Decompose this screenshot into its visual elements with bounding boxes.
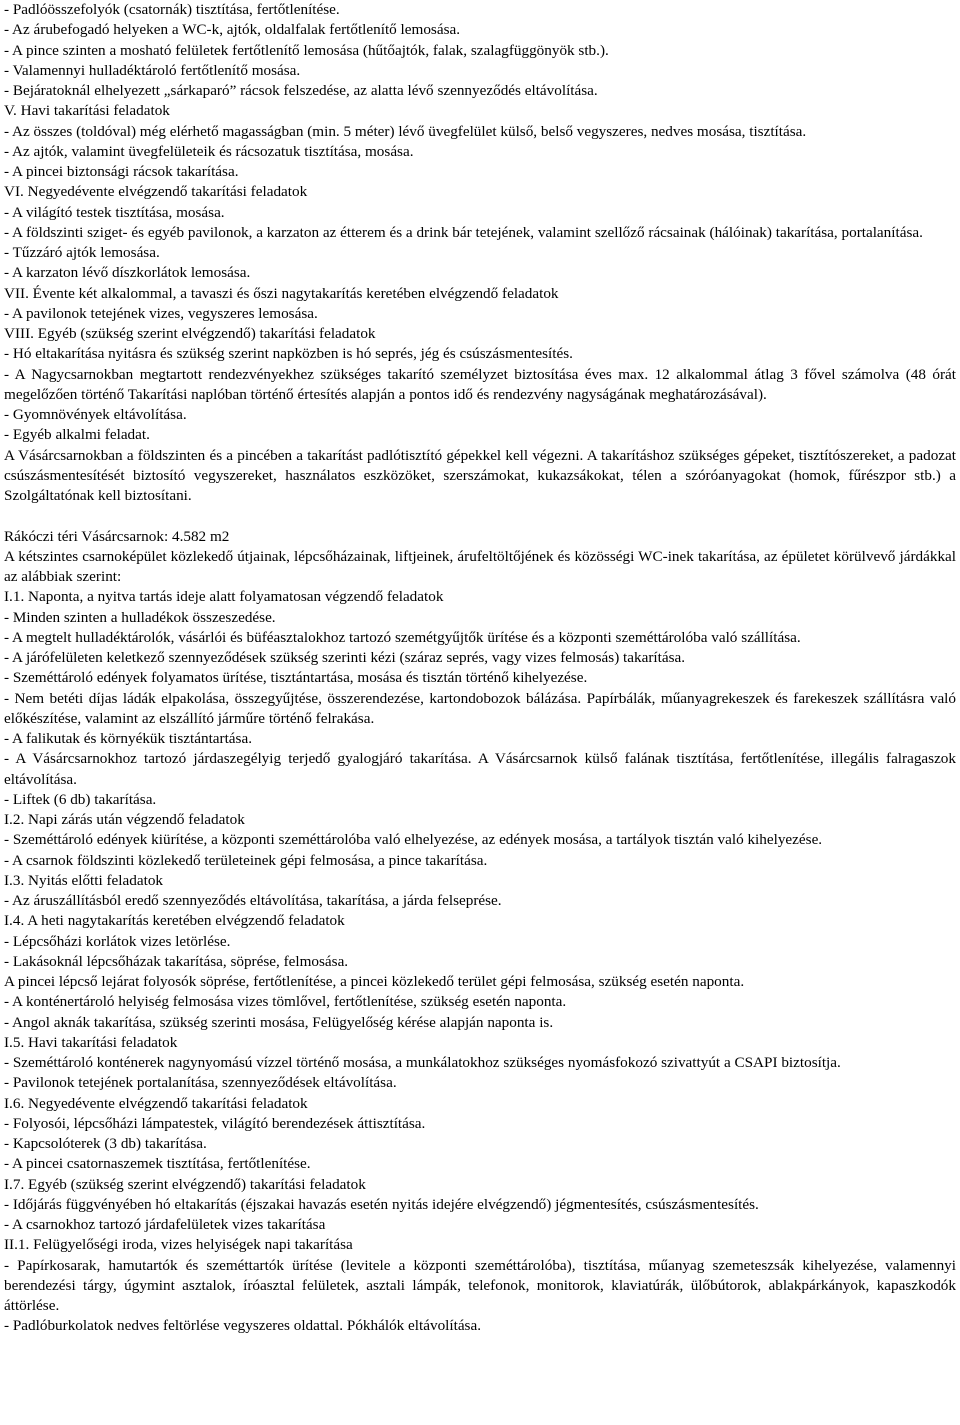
text-paragraph: VII. Évente két alkalommal, a tavaszi és őszi nagytakarítás keretében elvégzendő feladatok <box>4 284 559 302</box>
text-paragraph: - A pincei biztonsági rácsok takarítása. <box>4 163 239 180</box>
text-paragraph: I.1. Naponta, a nyitva tartás ideje alatt folyamatosan végzendő feladatok <box>4 588 444 606</box>
text-paragraph: I.6. Negyedévente elvégzendő takarítási feladatok <box>4 1094 308 1112</box>
text-paragraph: - Liftek (6 db) takarítása. <box>4 790 157 808</box>
text-paragraph: - A falikutak és környékük tisztántartása. <box>4 730 252 747</box>
text-paragraph: VI. Negyedévente elvégzendő takarítási feladatok <box>4 183 308 201</box>
text-paragraph: - Szeméttároló edények folyamatos ürítése, tisztántartása, mosása és tisztán történő kihelyezése. <box>4 669 588 687</box>
text-paragraph: - A karzaton lévő díszkorlátok lemosása. <box>4 264 251 282</box>
text-paragraph: - Pavilonok tetejének portalanítása, szennyeződések eltávolítása. <box>4 1074 397 1092</box>
text-paragraph: - A pavilonok tetejének vizes, vegyszeres lemosása. <box>4 304 318 322</box>
text-paragraph: A Vásárcsarnokban a földszinten és a pincében a takarítást padlótisztító gépekkel kell végezni. A takarításhoz szükséges gépeket, tisztítószereket, a padozat csúszásmentesítését biztosító vegyszereket, használatos eszközöket, szerszámokat, kukazsákokat, télen a szóróanyagokat (homok, fűrészpor stb.) a Szolgáltatónak kell biztosítani. <box>4 446 956 504</box>
text-paragraph: - Kapcsolóterek (3 db) takarítása. <box>4 1135 207 1152</box>
text-paragraph: VIII. Egyéb (szükség szerint elvégzendő) takarítási feladatok <box>4 325 376 342</box>
text-paragraph: - Gyomnövények eltávolítása. <box>4 406 187 423</box>
text-paragraph: I.2. Napi zárás után végzendő feladatok <box>4 811 245 828</box>
text-paragraph: - A konténertároló helyiség felmosása vizes tömlővel, fertőtlenítése, szükség esetén naponta. <box>4 993 567 1011</box>
text-paragraph: - Angol aknák takarítása, szükség szerinti mosása, Felügyelőség kérése alapján naponta is. <box>4 1013 554 1031</box>
text-paragraph: - Padlóburkolatok nedves feltörlése vegyszeres oldattal. Pókhálók eltávolítása. <box>4 1317 482 1335</box>
text-paragraph: - Minden szinten a hulladékok összeszedése. <box>4 608 276 626</box>
text-paragraph: - A csarnok földszinti közlekedő területeinek gépi felmosása, a pince takarítása. <box>4 851 488 869</box>
text-paragraph: II.1. Felügyelőségi iroda, vizes helyiségek napi takarítása <box>4 1236 353 1254</box>
text-paragraph: - A világító testek tisztítása, mosása. <box>4 203 225 221</box>
text-paragraph: - A megtelt hulladéktárolók, vásárlói és büféasztalokhoz tartozó szemétgyűjtők ürítése és a központi szeméttárolóba való szállítása. <box>4 628 801 646</box>
text-paragraph: - Az összes (toldóval) még elérhető magasságban (min. 5 méter) lévő üvegfelület külső, belső vegyszeres, nedves mosása, tisztítása. <box>4 122 807 140</box>
blank-line <box>4 506 956 526</box>
text-paragraph: - Az ajtók, valamint üvegfelületeik és rácsozatuk tisztítása, mosása. <box>4 142 414 160</box>
text-paragraph: - A pince szinten a mosható felületek fertőtlenítő lemosása (hűtőajtók, falak, szalagfüggönyök stb.). <box>4 41 609 59</box>
text-paragraph: - Lakásoknál lépcsőházak takarítása, söprése, felmosása. <box>4 952 349 970</box>
text-paragraph: A kétszintes csarnoképület közlekedő útjainak, lépcsőházainak, liftjeinek, árufeltöltőjének és közösségi WC-inek takarítása, az épületet körülvevő járdákkal az alábbiak szerint: <box>4 547 956 585</box>
text-paragraph: - Bejáratoknál elhelyezett „sárkaparó” rácsok felszedése, az alatta lévő szennyeződés eltávolítása. <box>4 82 598 99</box>
text-paragraph: - Folyosói, lépcsőházi lámpatestek, világító berendezések áttisztítása. <box>4 1114 426 1132</box>
text-paragraph: - Az áruszállításból eredő szennyeződés eltávolítása, takarítása, a járda felseprése. <box>4 892 502 909</box>
text-paragraph: I.5. Havi takarítási feladatok <box>4 1033 178 1051</box>
text-paragraph: - Az árubefogadó helyeken a WC-k, ajtók, oldalfalak fertőtlenítő lemosása. <box>4 21 461 39</box>
text-paragraph: - A Vásárcsarnokhoz tartozó járdaszegélyig terjedő gyalogjáró takarítása. A Vásárcsarnok külső falának tisztítása, fertőtlenítése, illegális falragaszok eltávolítása. <box>4 750 956 788</box>
text-paragraph: A pincei lépcső lejárat folyosók söprése, fertőtlenítése, a pincei közlekedő terület gépi felmosása, szükség esetén naponta. <box>4 973 745 990</box>
text-paragraph: - A járófelületen keletkező szennyeződések szükség szerinti kézi (száraz seprés, vagy vizes felmosás) takarítása. <box>4 649 686 666</box>
text-paragraph: - Időjárás függvényében hó eltakarítás (éjszakai havazás esetén nyitás idejére elvégzendő) jégmentesítés, csúszásmentesítés. <box>4 1195 759 1213</box>
text-paragraph: Rákóczi téri Vásárcsarnok: 4.582 m2 <box>4 527 230 545</box>
text-paragraph: - Papírkosarak, hamutartók és szeméttartók ürítése (levitele a központi szeméttárolóba), tisztítása, műanyag szemeteszsák kihelyezése, valamennyi berendezési tárgy, úgymint asztalok, íróasztal felületek, asztali lámpák, telefonok, monitorok, klaviatúrák, ülőbútorok, ablakpárkányok, kapaszkodók áttörlése. <box>4 1256 956 1314</box>
text-paragraph: - Nem betéti díjas ládák elpakolása, összegyűjtése, összerendezése, kartondobozok bálázása. Papírbálák, műanyagrekeszek és farekeszek szállításra való előkészítése, valamint az elszállító járműre történő felrakása. <box>4 689 956 727</box>
text-paragraph: - A Nagycsarnokban megtartott rendezvényekhez szükséges takarító személyzet biztosítása éves max. 12 alkalommal átlag 3 fővel számolva (48 órát megelőzően történő Takarítási naplóban történő értesítés alapján a pontos idő és rendezvény nagyságának meghatározásával). <box>4 365 956 403</box>
text-paragraph: - Egyéb alkalmi feladat. <box>4 426 150 444</box>
text-paragraph: - Szeméttároló edények kiürítése, a központi szeméttárolóba való elhelyezése, az edények mosása, a tartályok tisztán való kihelyezése. <box>4 831 823 849</box>
text-paragraph: - A földszinti sziget- és egyéb pavilonok, a karzaton az étterem és a drink bár tetejének, valamint szellőző rácsainak (hálóinak) takarítása, portalanítása. <box>4 223 923 241</box>
text-paragraph: I.4. A heti nagytakarítás keretében elvégzendő feladatok <box>4 912 345 930</box>
text-paragraph: - Hó eltakarítása nyitásra és szükség szerint napközben is hó seprés, jég és csúszásmentesítés. <box>4 345 573 363</box>
text-paragraph: - Tűzzáró ajtók lemosása. <box>4 244 160 261</box>
text-paragraph: - Lépcsőházi korlátok vizes letörlése. <box>4 932 231 950</box>
text-paragraph: - Szeméttároló konténerek nagynyomású vízzel történő mosása, a munkálatokhoz szükséges nyomásfokozó szivattyút a CSAPI biztosítja. <box>4 1054 841 1071</box>
text-paragraph: I.7. Egyéb (szükség szerint elvégzendő) takarítási feladatok <box>4 1175 366 1193</box>
text-paragraph: - A pincei csatornaszemek tisztítása, fertőtlenítése. <box>4 1155 311 1173</box>
text-paragraph: - Valamennyi hulladéktároló fertőtlenítő mosása. <box>4 61 301 79</box>
text-paragraph: I.3. Nyitás előtti feladatok <box>4 871 164 889</box>
text-paragraph: - Padlóösszefolyók (csatornák) tisztítása, fertőtlenítése. <box>4 1 340 18</box>
text-paragraph: V. Havi takarítási feladatok <box>4 102 170 120</box>
text-paragraph: - A csarnokhoz tartozó járdafelületek vizes takarítása <box>4 1216 326 1233</box>
